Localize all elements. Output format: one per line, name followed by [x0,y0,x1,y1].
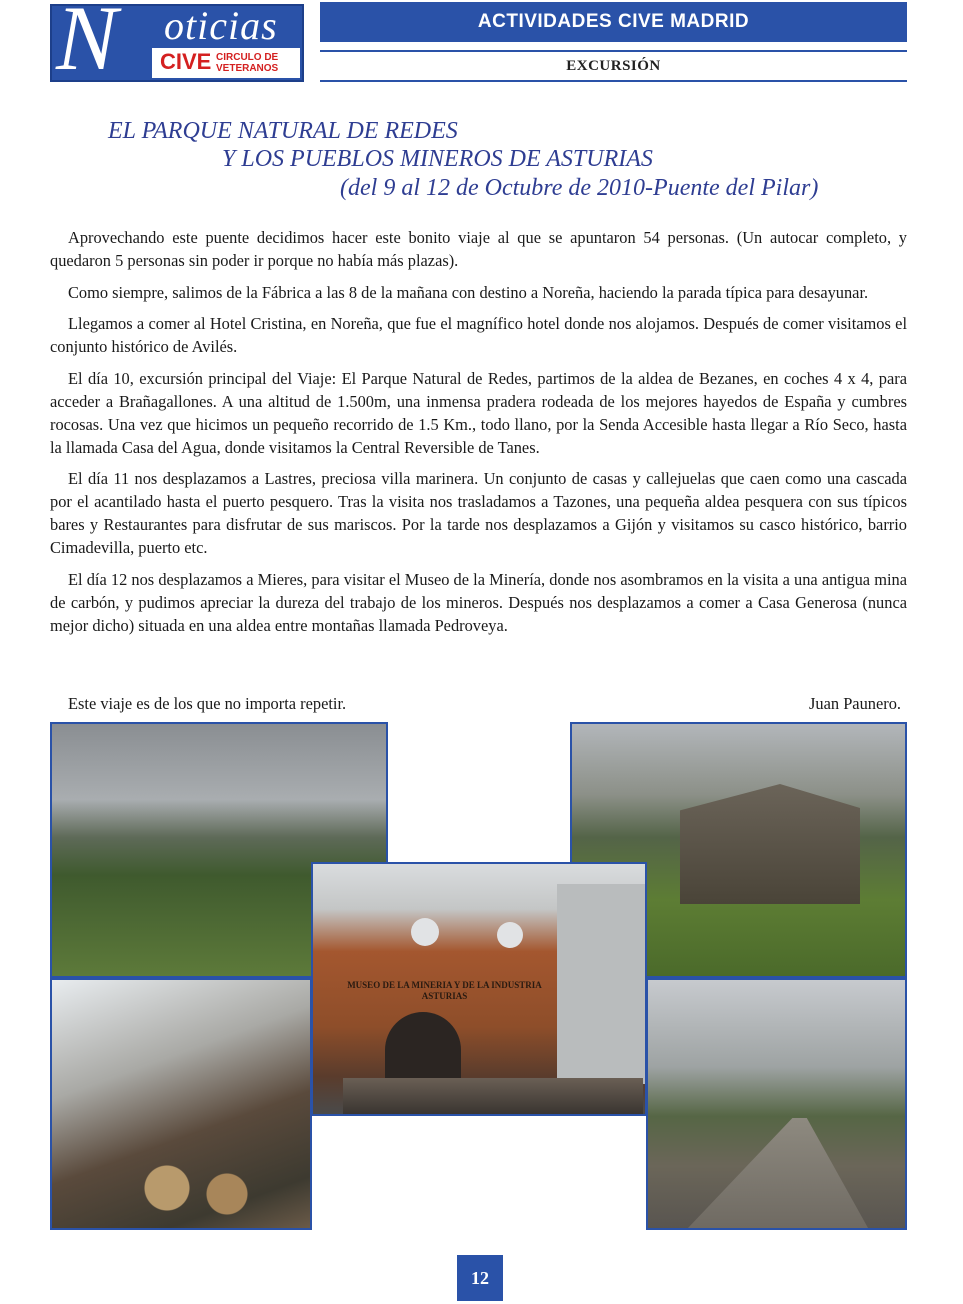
closing-text: Este viaje es de los que no importa repetir. [68,694,347,713]
article-title-line-1: EL PARQUE NATURAL DE REDES [108,118,458,144]
masthead-logo [50,4,304,82]
paragraph: El día 11 nos desplazamos a Lastres, preciosa villa marinera. Un conjunto de casas y callejuelas que caen como una cascada por el acantilado hasta el puerto pesquero. Tras la visita nos trasladamos a Tazones, una pequeña aldea pesquera con sus típicos bares y Restaurantes para disfrutar de sus mariscos. Por la tarde nos desplazamos a Gijón y visitamos su casco histórico, barrio Cimadevilla, puerto etc. [50,469,907,557]
header-banner [320,2,907,42]
closing-line [68,692,907,715]
logo-org-name: CIVE [160,49,212,74]
photo-road-walkers [646,978,907,1230]
article-body [50,226,907,645]
road-shape [688,1118,868,1228]
museum-sign: MUSEO DE LA MINERIA Y DE LA INDUSTRIA ASTURIAS [347,980,542,1001]
museum-crowd [343,1078,643,1114]
logo-word: oticias [164,4,278,48]
photo-mining-museum [311,862,647,1116]
paragraph: Llegamos a comer al Hotel Cristina, en Noreña, que fue el magnífico hotel donde nos alojamos. Después de comer visitamos el conjunto histórico de Avilés. [50,314,907,356]
logo-org-subtitle: CIRCULO DE VETERANOS [216,52,279,74]
logo-initial: N [56,4,118,82]
page-number: 12 [457,1255,503,1301]
logs-shape [122,1158,272,1218]
author-signature: Juan Paunero. [809,694,901,713]
museum-wall [557,884,645,1084]
article-title-line-3: (del 9 al 12 de Octubre de 2010-Puente del Pilar) [340,175,819,201]
paragraph: Como siempre, salimos de la Fábrica a las 8 de la mañana con destino a Noreña, haciendo la parada típica para desayunar. [68,282,869,302]
section-label: EXCURSIÓN [320,50,907,82]
museum-window [411,918,439,946]
paragraph: Aprovechando este puente decidimos hacer este bonito viaje al que se apuntaron 54 personas. (Un autocar completo, y quedaron 5 personas sin poder ir porque no había más plazas). [50,228,907,270]
museum-window [497,922,523,948]
article-title-line-2: Y LOS PUEBLOS MINEROS DE ASTURIAS [222,146,653,172]
paragraph: El día 12 nos desplazamos a Mieres, para visitar el Museo de la Minería, donde nos asombramos en la visita a una antigua mina de carbón, y pudimos apreciar la dureza del trabajo de los mineros. Después nos desplazamos a comer a Casa Generosa (nunca mejor dicho) situada en una aldea entre montañas llamada Pedroveya. [50,569,907,635]
hut-shape [660,784,860,904]
photo-village-granary [50,978,312,1230]
paragraph: El día 10, excursión principal del Viaje: El Parque Natural de Redes, partimos de la aldea de Bezanes, en coches 4 x 4, para acceder a Brañagallones. A una altitud de 1.500m, una inmensa pradera rodeada de los mejores hayedos de España y cumbres rocosas. Una vez que hicimos un pequeño recorrido de 1.5 Km., todo llano, por la Senda Accesible hasta llegar a Río Seco, hasta la llamada Casa del Agua, donde visitamos la Central Reversible de Tanes. [50,368,907,457]
header-title: ACTIVIDADES CIVE MADRID [477,11,750,32]
logo-org-bar [152,48,300,78]
